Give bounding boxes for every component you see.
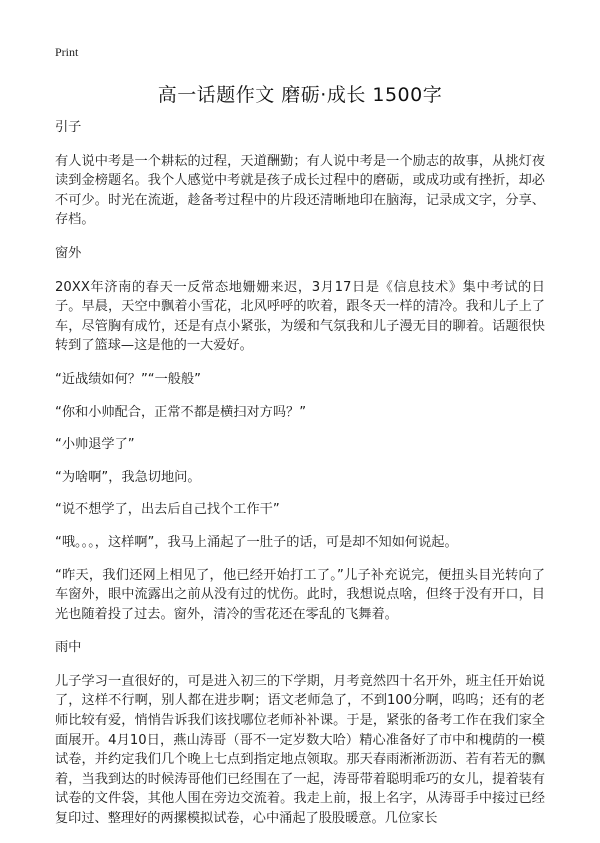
section-heading-rain: 雨中 (55, 640, 82, 656)
paragraph: 儿子学习一直很好的，可是进入初三的下学期，月考竟然四十名开外，班主任开始说了，这样不行啊，别人都在进步啊；语文老师急了，不到100分啊，呜呜；还有的老师比较有爱，悄悄告诉我们该找哪位老师补补课。于是，紧张的备考工作在我们家全面展开。4月10日，燕山涛哥（哥不一定岁数大哈）精心准备好了市中和槐荫的一模试卷，并约定我们几个晚上七点到指定地点领取。那天春雨淅淅沥沥、若有若无的飘着，当我到达的时候涛哥他们已经围在了一起，涛哥带着聪明乖巧的女儿，提着装有试卷的文件袋，其他人围在旁边交流着。我走上前，报上名字，从涛哥手中接过已经复印过、整理好的两摞模拟试卷，心中涌起了股股暖意。几位家长 (55, 673, 545, 827)
page-title: 高一话题作文 磨砺·成长 1500字 (157, 84, 443, 106)
paragraph: 20XX年济南的春天一反常态地姗姗来迟，3月17日是《信息技术》集中考试的日子。早晨，天空中飘着小雪花，北风呼呼的吹着，跟冬天一样的清冷。我和儿子上了车，尽管胸有成竹，还是有点小紧张，为缓和气氛我和儿子漫无目的聊着。话题很快转到了篮球—这是他的一大爱好。 (55, 279, 545, 354)
paragraph: “近战绩如何？”“一般般” (55, 371, 202, 387)
print-link[interactable]: Print (55, 45, 79, 59)
article-body (55, 118, 545, 843)
paragraph: “小帅退学了” (55, 437, 135, 453)
section-heading-intro: 引子 (55, 120, 82, 135)
paragraph: 有人说中考是一个耕耘的过程，天道酬勤；有人说中考是一个励志的故事，从挑灯夜读到金榜题名。我个人感觉中考就是孩子成长过程中的磨砺，或成功或有挫折，却必不可少。时光在流逝，趁备考过程中的片段还清晰地印在脑海，记录成文字，分享、存档。 (55, 153, 545, 228)
paragraph: “说不想学了，出去后自己找个工作干” (55, 502, 280, 518)
section-heading-window: 窗外 (55, 245, 82, 261)
paragraph: “哦。。。，这样啊”，我马上涌起了一肚子的话，可是却不知如何说起。 (55, 534, 458, 550)
paragraph: “昨天，我们还网上相见了，他已经开始打工了。”儿子补充说完，便扭头目光转向了车窗外，眼中流露出之前从没有过的忧伤。此时，我想说点啥，但终于没有开口，目光也随着投了过去。窗外，清冷的雪花还在零乱的飞舞着。 (55, 567, 545, 622)
paragraph: “你和小帅配合，正常不都是横扫对方吗？” (55, 404, 307, 420)
paragraph: “为啥啊”，我急切地问。 (55, 469, 201, 485)
